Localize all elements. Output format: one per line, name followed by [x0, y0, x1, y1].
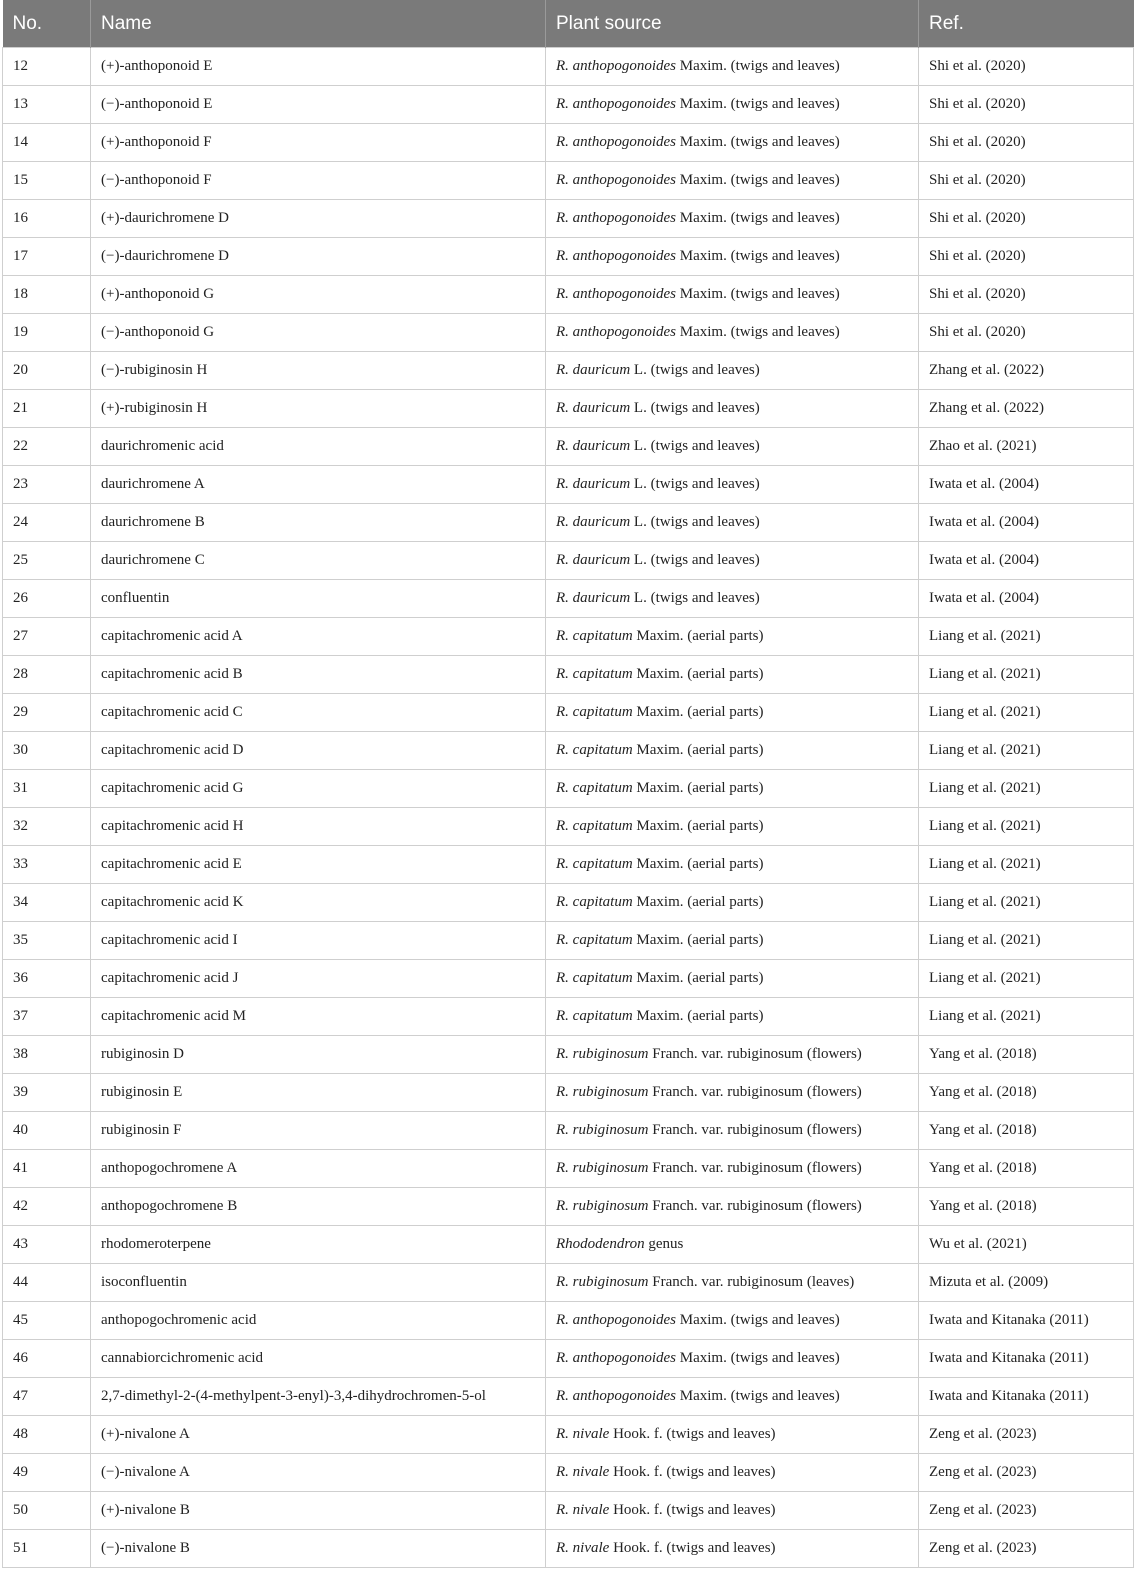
- source-detail: L. (twigs and leaves): [630, 476, 760, 492]
- cell-plant-source: [546, 922, 919, 960]
- cell-no: 38: [3, 1036, 91, 1074]
- cell-plant-source: [546, 1150, 919, 1188]
- species-name: R. capitatum: [556, 742, 633, 758]
- cell-name: capitachromenic acid E: [91, 846, 546, 884]
- cell-ref: Yang et al. (2018): [919, 1188, 1134, 1226]
- table-row: [3, 200, 1134, 238]
- species-name: R. anthopogonoides: [556, 286, 676, 302]
- cell-name: confluentin: [91, 580, 546, 618]
- source-detail: Franch. var. rubiginosum (leaves): [648, 1274, 855, 1290]
- cell-ref: Liang et al. (2021): [919, 618, 1134, 656]
- table-row: [3, 1340, 1134, 1378]
- header-ref: Ref.: [919, 0, 1134, 48]
- table-row: [3, 1188, 1134, 1226]
- cell-plant-source: [546, 276, 919, 314]
- source-detail: L. (twigs and leaves): [630, 400, 760, 416]
- header-no: No.: [3, 0, 91, 48]
- cell-no: 21: [3, 390, 91, 428]
- species-name: R. nivale: [556, 1502, 610, 1518]
- table-row: [3, 48, 1134, 86]
- source-detail: Maxim. (aerial parts): [632, 1008, 764, 1024]
- cell-plant-source: [546, 1264, 919, 1302]
- cell-plant-source: [546, 846, 919, 884]
- cell-plant-source: [546, 960, 919, 998]
- source-detail: Hook. f. (twigs and leaves): [609, 1426, 776, 1442]
- cell-plant-source: [546, 48, 919, 86]
- species-name: Rhododendron: [556, 1236, 645, 1252]
- species-name: R. dauricum: [556, 400, 631, 416]
- source-detail: Maxim. (aerial parts): [632, 970, 764, 986]
- cell-ref: Shi et al. (2020): [919, 48, 1134, 86]
- table-row: [3, 960, 1134, 998]
- source-detail: Maxim. (aerial parts): [632, 666, 764, 682]
- species-name: R. capitatum: [556, 628, 633, 644]
- cell-name: isoconfluentin: [91, 1264, 546, 1302]
- cell-name: anthopogochromene B: [91, 1188, 546, 1226]
- cell-plant-source: [546, 238, 919, 276]
- table-row: [3, 1036, 1134, 1074]
- source-detail: Franch. var. rubiginosum (flowers): [648, 1046, 862, 1062]
- cell-ref: Zhao et al. (2021): [919, 428, 1134, 466]
- cell-name: daurichromene C: [91, 542, 546, 580]
- source-detail: Maxim. (twigs and leaves): [676, 134, 840, 150]
- table-row: [3, 998, 1134, 1036]
- cell-plant-source: [546, 618, 919, 656]
- cell-plant-source: [546, 428, 919, 466]
- source-detail: Maxim. (aerial parts): [632, 894, 764, 910]
- species-name: R. rubiginosum: [556, 1160, 649, 1176]
- table-header: [3, 0, 1134, 48]
- species-name: R. capitatum: [556, 970, 633, 986]
- cell-plant-source: [546, 124, 919, 162]
- cell-ref: Shi et al. (2020): [919, 162, 1134, 200]
- cell-ref: Iwata et al. (2004): [919, 504, 1134, 542]
- source-detail: Hook. f. (twigs and leaves): [609, 1502, 776, 1518]
- cell-name: (+)-daurichromene D: [91, 200, 546, 238]
- cell-name: (+)-anthoponoid G: [91, 276, 546, 314]
- source-detail: L. (twigs and leaves): [630, 438, 760, 454]
- cell-plant-source: [546, 1302, 919, 1340]
- source-detail: L. (twigs and leaves): [630, 514, 760, 530]
- cell-plant-source: [546, 1226, 919, 1264]
- source-detail: Maxim. (twigs and leaves): [676, 1312, 840, 1328]
- cell-plant-source: [546, 884, 919, 922]
- table-row: [3, 314, 1134, 352]
- table-row: [3, 238, 1134, 276]
- source-detail: Hook. f. (twigs and leaves): [609, 1464, 776, 1480]
- cell-plant-source: [546, 1530, 919, 1568]
- cell-no: 47: [3, 1378, 91, 1416]
- cell-name: (−)-anthoponoid E: [91, 86, 546, 124]
- cell-name: capitachromenic acid K: [91, 884, 546, 922]
- cell-ref: Yang et al. (2018): [919, 1150, 1134, 1188]
- species-name: R. anthopogonoides: [556, 134, 676, 150]
- cell-name: (+)-anthoponoid F: [91, 124, 546, 162]
- cell-no: 41: [3, 1150, 91, 1188]
- cell-ref: Iwata et al. (2004): [919, 580, 1134, 618]
- cell-name: cannabiorcichromenic acid: [91, 1340, 546, 1378]
- cell-name: (+)-rubiginosin H: [91, 390, 546, 428]
- cell-ref: Liang et al. (2021): [919, 998, 1134, 1036]
- cell-plant-source: [546, 656, 919, 694]
- source-detail: Maxim. (twigs and leaves): [676, 58, 840, 74]
- cell-ref: Shi et al. (2020): [919, 238, 1134, 276]
- source-detail: Maxim. (aerial parts): [632, 856, 764, 872]
- cell-plant-source: [546, 1188, 919, 1226]
- cell-plant-source: [546, 352, 919, 390]
- species-name: R. rubiginosum: [556, 1198, 649, 1214]
- cell-ref: Liang et al. (2021): [919, 960, 1134, 998]
- table-row: [3, 124, 1134, 162]
- species-name: R. capitatum: [556, 856, 633, 872]
- cell-plant-source: [546, 86, 919, 124]
- table-row: [3, 922, 1134, 960]
- table-row: [3, 276, 1134, 314]
- cell-name: rubiginosin F: [91, 1112, 546, 1150]
- table-row: [3, 1074, 1134, 1112]
- table-row: [3, 390, 1134, 428]
- species-name: R. rubiginosum: [556, 1084, 649, 1100]
- cell-name: capitachromenic acid B: [91, 656, 546, 694]
- cell-name: capitachromenic acid M: [91, 998, 546, 1036]
- table-body: [3, 48, 1134, 1568]
- cell-ref: Zeng et al. (2023): [919, 1530, 1134, 1568]
- cell-name: capitachromenic acid I: [91, 922, 546, 960]
- species-name: R. anthopogonoides: [556, 324, 676, 340]
- cell-no: 50: [3, 1492, 91, 1530]
- cell-ref: Zeng et al. (2023): [919, 1492, 1134, 1530]
- source-detail: Franch. var. rubiginosum (flowers): [648, 1122, 862, 1138]
- cell-name: capitachromenic acid H: [91, 808, 546, 846]
- cell-ref: Zhang et al. (2022): [919, 352, 1134, 390]
- species-name: R. rubiginosum: [556, 1046, 649, 1062]
- table-row: [3, 1492, 1134, 1530]
- cell-no: 31: [3, 770, 91, 808]
- cell-no: 15: [3, 162, 91, 200]
- source-detail: Maxim. (twigs and leaves): [676, 1388, 840, 1404]
- source-detail: L. (twigs and leaves): [630, 362, 760, 378]
- cell-ref: Iwata and Kitanaka (2011): [919, 1340, 1134, 1378]
- cell-ref: Mizuta et al. (2009): [919, 1264, 1134, 1302]
- cell-no: 26: [3, 580, 91, 618]
- cell-name: rhodomeroterpene: [91, 1226, 546, 1264]
- cell-no: 16: [3, 200, 91, 238]
- species-name: R. anthopogonoides: [556, 58, 676, 74]
- cell-no: 17: [3, 238, 91, 276]
- table-row: [3, 1454, 1134, 1492]
- species-name: R. capitatum: [556, 894, 633, 910]
- cell-no: 44: [3, 1264, 91, 1302]
- cell-name: (+)-anthoponoid E: [91, 48, 546, 86]
- cell-name: capitachromenic acid J: [91, 960, 546, 998]
- table-row: [3, 1530, 1134, 1568]
- cell-plant-source: [546, 1340, 919, 1378]
- cell-no: 49: [3, 1454, 91, 1492]
- cell-plant-source: [546, 1036, 919, 1074]
- source-detail: Hook. f. (twigs and leaves): [609, 1540, 776, 1556]
- source-detail: Maxim. (twigs and leaves): [676, 286, 840, 302]
- cell-name: rubiginosin E: [91, 1074, 546, 1112]
- cell-no: 13: [3, 86, 91, 124]
- cell-ref: Zhang et al. (2022): [919, 390, 1134, 428]
- source-detail: Maxim. (aerial parts): [632, 818, 764, 834]
- source-detail: Maxim. (aerial parts): [632, 628, 764, 644]
- compound-table: [2, 0, 1134, 1568]
- source-detail: Maxim. (aerial parts): [632, 704, 764, 720]
- cell-no: 12: [3, 48, 91, 86]
- header-name: Name: [91, 0, 546, 48]
- species-name: R. anthopogonoides: [556, 1388, 676, 1404]
- species-name: R. dauricum: [556, 476, 631, 492]
- cell-name: anthopogochromene A: [91, 1150, 546, 1188]
- cell-plant-source: [546, 998, 919, 1036]
- cell-no: 30: [3, 732, 91, 770]
- cell-plant-source: [546, 466, 919, 504]
- cell-plant-source: [546, 542, 919, 580]
- species-name: R. rubiginosum: [556, 1274, 649, 1290]
- table-row: [3, 86, 1134, 124]
- species-name: R. dauricum: [556, 552, 631, 568]
- cell-ref: Liang et al. (2021): [919, 922, 1134, 960]
- source-detail: Maxim. (aerial parts): [632, 932, 764, 948]
- cell-ref: Liang et al. (2021): [919, 770, 1134, 808]
- species-name: R. anthopogonoides: [556, 172, 676, 188]
- cell-name: capitachromenic acid D: [91, 732, 546, 770]
- table-row: [3, 1264, 1134, 1302]
- cell-ref: Liang et al. (2021): [919, 656, 1134, 694]
- table-row: [3, 732, 1134, 770]
- cell-name: anthopogochromenic acid: [91, 1302, 546, 1340]
- cell-name: (−)-anthoponoid F: [91, 162, 546, 200]
- header-plant-source: Plant source: [546, 0, 919, 48]
- cell-ref: Shi et al. (2020): [919, 314, 1134, 352]
- cell-plant-source: [546, 390, 919, 428]
- table-row: [3, 542, 1134, 580]
- cell-ref: Liang et al. (2021): [919, 694, 1134, 732]
- cell-ref: Liang et al. (2021): [919, 846, 1134, 884]
- cell-no: 27: [3, 618, 91, 656]
- cell-plant-source: [546, 1074, 919, 1112]
- cell-no: 46: [3, 1340, 91, 1378]
- table-row: [3, 1302, 1134, 1340]
- table-row: [3, 770, 1134, 808]
- cell-ref: Yang et al. (2018): [919, 1074, 1134, 1112]
- cell-plant-source: [546, 580, 919, 618]
- species-name: R. anthopogonoides: [556, 1312, 676, 1328]
- cell-ref: Shi et al. (2020): [919, 86, 1134, 124]
- species-name: R. dauricum: [556, 438, 631, 454]
- species-name: R. capitatum: [556, 666, 633, 682]
- cell-name: (−)-nivalone A: [91, 1454, 546, 1492]
- cell-plant-source: [546, 1454, 919, 1492]
- cell-plant-source: [546, 1378, 919, 1416]
- cell-plant-source: [546, 770, 919, 808]
- cell-no: 20: [3, 352, 91, 390]
- cell-no: 48: [3, 1416, 91, 1454]
- source-detail: L. (twigs and leaves): [630, 552, 760, 568]
- cell-plant-source: [546, 1492, 919, 1530]
- cell-no: 40: [3, 1112, 91, 1150]
- cell-name: (+)-nivalone A: [91, 1416, 546, 1454]
- table-row: [3, 580, 1134, 618]
- source-detail: L. (twigs and leaves): [630, 590, 760, 606]
- table-row: [3, 656, 1134, 694]
- table-row: [3, 466, 1134, 504]
- source-detail: Maxim. (twigs and leaves): [676, 96, 840, 112]
- cell-name: rubiginosin D: [91, 1036, 546, 1074]
- cell-no: 18: [3, 276, 91, 314]
- cell-name: capitachromenic acid G: [91, 770, 546, 808]
- cell-ref: Liang et al. (2021): [919, 732, 1134, 770]
- source-detail: Maxim. (aerial parts): [632, 742, 764, 758]
- source-detail: Maxim. (twigs and leaves): [676, 172, 840, 188]
- cell-ref: Yang et al. (2018): [919, 1112, 1134, 1150]
- cell-name: (+)-nivalone B: [91, 1492, 546, 1530]
- cell-no: 39: [3, 1074, 91, 1112]
- table-row: [3, 694, 1134, 732]
- cell-plant-source: [546, 732, 919, 770]
- cell-name: daurichromenic acid: [91, 428, 546, 466]
- species-name: R. anthopogonoides: [556, 1350, 676, 1366]
- species-name: R. rubiginosum: [556, 1122, 649, 1138]
- table-row: [3, 884, 1134, 922]
- cell-no: 28: [3, 656, 91, 694]
- cell-no: 24: [3, 504, 91, 542]
- cell-ref: Liang et al. (2021): [919, 808, 1134, 846]
- table-row: [3, 1112, 1134, 1150]
- cell-plant-source: [546, 694, 919, 732]
- cell-no: 22: [3, 428, 91, 466]
- cell-ref: Yang et al. (2018): [919, 1036, 1134, 1074]
- cell-no: 32: [3, 808, 91, 846]
- source-detail: genus: [644, 1236, 684, 1252]
- cell-plant-source: [546, 162, 919, 200]
- source-detail: Maxim. (twigs and leaves): [676, 324, 840, 340]
- cell-no: 25: [3, 542, 91, 580]
- table-row: [3, 1416, 1134, 1454]
- table-row: [3, 618, 1134, 656]
- header-row: [3, 0, 1134, 48]
- table-row: [3, 352, 1134, 390]
- source-detail: Maxim. (twigs and leaves): [676, 1350, 840, 1366]
- source-detail: Franch. var. rubiginosum (flowers): [648, 1160, 862, 1176]
- species-name: R. nivale: [556, 1464, 610, 1480]
- cell-name: (−)-anthoponoid G: [91, 314, 546, 352]
- cell-ref: Shi et al. (2020): [919, 200, 1134, 238]
- cell-ref: Iwata et al. (2004): [919, 542, 1134, 580]
- cell-no: 35: [3, 922, 91, 960]
- table-row: [3, 1226, 1134, 1264]
- source-detail: Maxim. (twigs and leaves): [676, 210, 840, 226]
- cell-no: 43: [3, 1226, 91, 1264]
- cell-ref: Liang et al. (2021): [919, 884, 1134, 922]
- species-name: R. nivale: [556, 1540, 610, 1556]
- cell-no: 34: [3, 884, 91, 922]
- cell-no: 23: [3, 466, 91, 504]
- species-name: R. capitatum: [556, 818, 633, 834]
- table-row: [3, 428, 1134, 466]
- cell-no: 51: [3, 1530, 91, 1568]
- species-name: R. dauricum: [556, 514, 631, 530]
- species-name: R. capitatum: [556, 780, 633, 796]
- species-name: R. capitatum: [556, 932, 633, 948]
- cell-plant-source: [546, 808, 919, 846]
- table-row: [3, 846, 1134, 884]
- species-name: R. dauricum: [556, 590, 631, 606]
- cell-plant-source: [546, 314, 919, 352]
- cell-name: 2,7-dimethyl-2-(4-methylpent-3-enyl)-3,4-dihydrochromen-5-ol: [91, 1378, 546, 1416]
- cell-no: 36: [3, 960, 91, 998]
- source-detail: Maxim. (twigs and leaves): [676, 248, 840, 264]
- table-row: [3, 1150, 1134, 1188]
- cell-name: (−)-rubiginosin H: [91, 352, 546, 390]
- cell-ref: Zeng et al. (2023): [919, 1416, 1134, 1454]
- table-row: [3, 1378, 1134, 1416]
- source-detail: Maxim. (aerial parts): [632, 780, 764, 796]
- cell-plant-source: [546, 1416, 919, 1454]
- cell-name: capitachromenic acid A: [91, 618, 546, 656]
- cell-ref: Iwata and Kitanaka (2011): [919, 1378, 1134, 1416]
- species-name: R. anthopogonoides: [556, 96, 676, 112]
- source-detail: Franch. var. rubiginosum (flowers): [648, 1084, 862, 1100]
- species-name: R. anthopogonoides: [556, 210, 676, 226]
- table-row: [3, 162, 1134, 200]
- cell-ref: Shi et al. (2020): [919, 124, 1134, 162]
- cell-ref: Shi et al. (2020): [919, 276, 1134, 314]
- source-detail: Franch. var. rubiginosum (flowers): [648, 1198, 862, 1214]
- cell-no: 42: [3, 1188, 91, 1226]
- species-name: R. anthopogonoides: [556, 248, 676, 264]
- cell-ref: Iwata and Kitanaka (2011): [919, 1302, 1134, 1340]
- table-row: [3, 808, 1134, 846]
- cell-no: 19: [3, 314, 91, 352]
- cell-no: 14: [3, 124, 91, 162]
- species-name: R. nivale: [556, 1426, 610, 1442]
- cell-name: daurichromene B: [91, 504, 546, 542]
- cell-name: capitachromenic acid C: [91, 694, 546, 732]
- cell-name: (−)-daurichromene D: [91, 238, 546, 276]
- cell-no: 29: [3, 694, 91, 732]
- cell-no: 33: [3, 846, 91, 884]
- cell-plant-source: [546, 1112, 919, 1150]
- cell-no: 45: [3, 1302, 91, 1340]
- cell-no: 37: [3, 998, 91, 1036]
- cell-ref: Zeng et al. (2023): [919, 1454, 1134, 1492]
- cell-plant-source: [546, 200, 919, 238]
- species-name: R. dauricum: [556, 362, 631, 378]
- cell-ref: Iwata et al. (2004): [919, 466, 1134, 504]
- cell-name: daurichromene A: [91, 466, 546, 504]
- cell-ref: Wu et al. (2021): [919, 1226, 1134, 1264]
- cell-plant-source: [546, 504, 919, 542]
- cell-name: (−)-nivalone B: [91, 1530, 546, 1568]
- species-name: R. capitatum: [556, 1008, 633, 1024]
- species-name: R. capitatum: [556, 704, 633, 720]
- table-row: [3, 504, 1134, 542]
